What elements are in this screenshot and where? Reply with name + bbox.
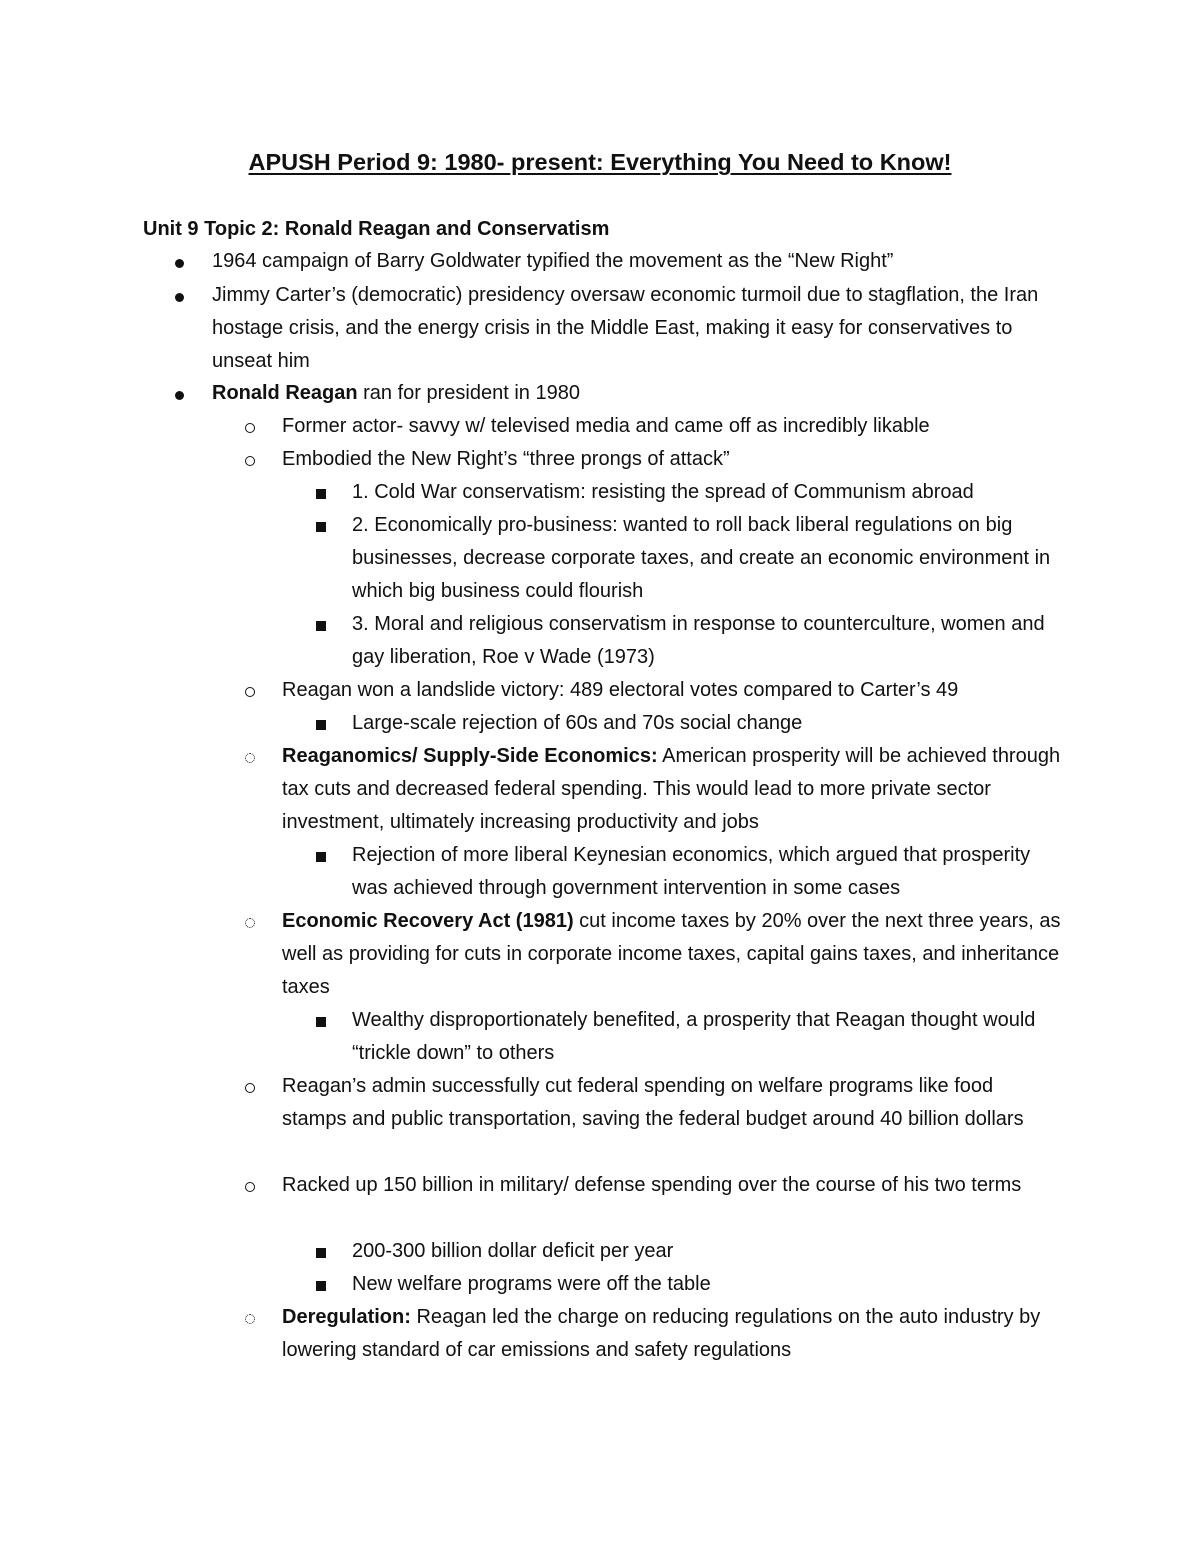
item-text: 1. Cold War conservatism: resisting the spread of Communism abroad — [352, 481, 974, 503]
list-item — [282, 740, 1062, 839]
item-bold-text: Ronald Reagan — [212, 382, 358, 404]
bullet-disc-icon — [175, 391, 184, 400]
list-item — [352, 707, 1062, 740]
bullet-square-icon — [316, 621, 326, 631]
bullet-circle-icon — [245, 687, 255, 697]
item-text: Former actor- savvy w/ televised media and came off as incredibly likable — [282, 415, 930, 437]
list-item — [212, 245, 1062, 278]
item-bold-text: Economic Recovery Act (1981) — [282, 910, 574, 932]
list-item — [352, 839, 1062, 905]
list-item — [282, 443, 1062, 476]
list-item — [352, 1004, 1062, 1070]
list-item — [352, 509, 1062, 608]
list-item — [352, 1268, 1062, 1301]
bullet-square-icon — [316, 720, 326, 730]
item-text: Jimmy Carter’s (democratic) presidency oversaw economic turmoil due to stagflation, the Iran hostage crisis, and the energy crisis in the Middle East, making it easy for conservatives to unseat him — [212, 284, 1039, 372]
bullet-disc-icon — [175, 259, 184, 268]
list-item — [212, 279, 1062, 378]
item-text: ran for president in 1980 — [357, 382, 580, 404]
bullet-disc-icon — [175, 293, 184, 302]
bullet-square-icon — [316, 522, 326, 532]
list-item — [352, 476, 1062, 509]
item-bold-text: Deregulation: — [282, 1306, 411, 1328]
item-text: New welfare programs were off the table — [352, 1273, 711, 1295]
item-text: 2. Economically pro-business: wanted to roll back liberal regulations on big businesses, decrease corporate taxes, and create an economic environment in which big business could flourish — [352, 514, 1051, 602]
item-bold-text: Reaganomics/ Supply-Side Economics: — [282, 745, 658, 767]
bullet-circle-icon — [245, 423, 255, 433]
list-item — [282, 410, 1062, 443]
list-item — [352, 1235, 1062, 1268]
bullet-square-icon — [316, 852, 326, 862]
item-text: Rejection of more liberal Keynesian economics, which argued that prosperity was achieved through government intervention in some cases — [352, 844, 1031, 899]
item-text: Embodied the New Right’s “three prongs of attack” — [282, 448, 730, 470]
item-text: Reagan won a landslide victory: 489 electoral votes compared to Carter’s 49 — [282, 679, 959, 701]
list-item — [282, 905, 1062, 1004]
bullet-square-icon — [316, 1281, 326, 1291]
item-text: 1964 campaign of Barry Goldwater typified the movement as the “New Right” — [212, 250, 894, 272]
bullet-circle-icon — [245, 1314, 255, 1324]
list-item — [282, 674, 1062, 707]
bullet-circle-icon — [245, 918, 255, 928]
list-item — [282, 1169, 1062, 1202]
item-text: Wealthy disproportionately benefited, a prosperity that Reagan thought would “trickle down” to others — [352, 1009, 1036, 1064]
item-text: Reagan led the charge on reducing regulations on the auto industry by lowering standard of car emissions and safety regulations — [282, 1306, 1041, 1361]
item-text: cut income taxes by 20% over the next three years, as well as providing for cuts in corporate income taxes, capital gains taxes, and inheritance taxes — [282, 910, 1061, 998]
list-item — [282, 1070, 1062, 1136]
bullet-circle-icon — [245, 1182, 255, 1192]
item-text: 200-300 billion dollar deficit per year — [352, 1240, 674, 1262]
bullet-square-icon — [316, 489, 326, 499]
bullet-circle-icon — [245, 753, 255, 763]
item-text: American prosperity will be achieved through tax cuts and decreased federal spending. This would lead to more private sector investment, ultimately increasing productivity and jobs — [282, 745, 1061, 833]
list-item — [282, 1301, 1062, 1367]
item-text: Racked up 150 billion in military/ defense spending over the course of his two terms — [282, 1174, 1022, 1196]
list-item — [352, 608, 1062, 674]
bullet-circle-icon — [245, 1083, 255, 1093]
item-text: Large-scale rejection of 60s and 70s social change — [352, 712, 803, 734]
item-text: 3. Moral and religious conservatism in response to counterculture, women and gay liberation, Roe v Wade (1973) — [352, 613, 1045, 668]
item-text: Reagan’s admin successfully cut federal spending on welfare programs like food stamps and public transportation, saving the federal budget around 40 billion dollars — [282, 1075, 1024, 1130]
bullet-square-icon — [316, 1248, 326, 1258]
bullet-circle-icon — [245, 456, 255, 466]
list-item — [212, 377, 1062, 410]
document-title: APUSH Period 9: 1980- present: Everything You Need to Know! — [248, 149, 952, 175]
bullet-square-icon — [316, 1017, 326, 1027]
topic-heading: Unit 9 Topic 2: Ronald Reagan and Conservatism — [143, 218, 610, 240]
